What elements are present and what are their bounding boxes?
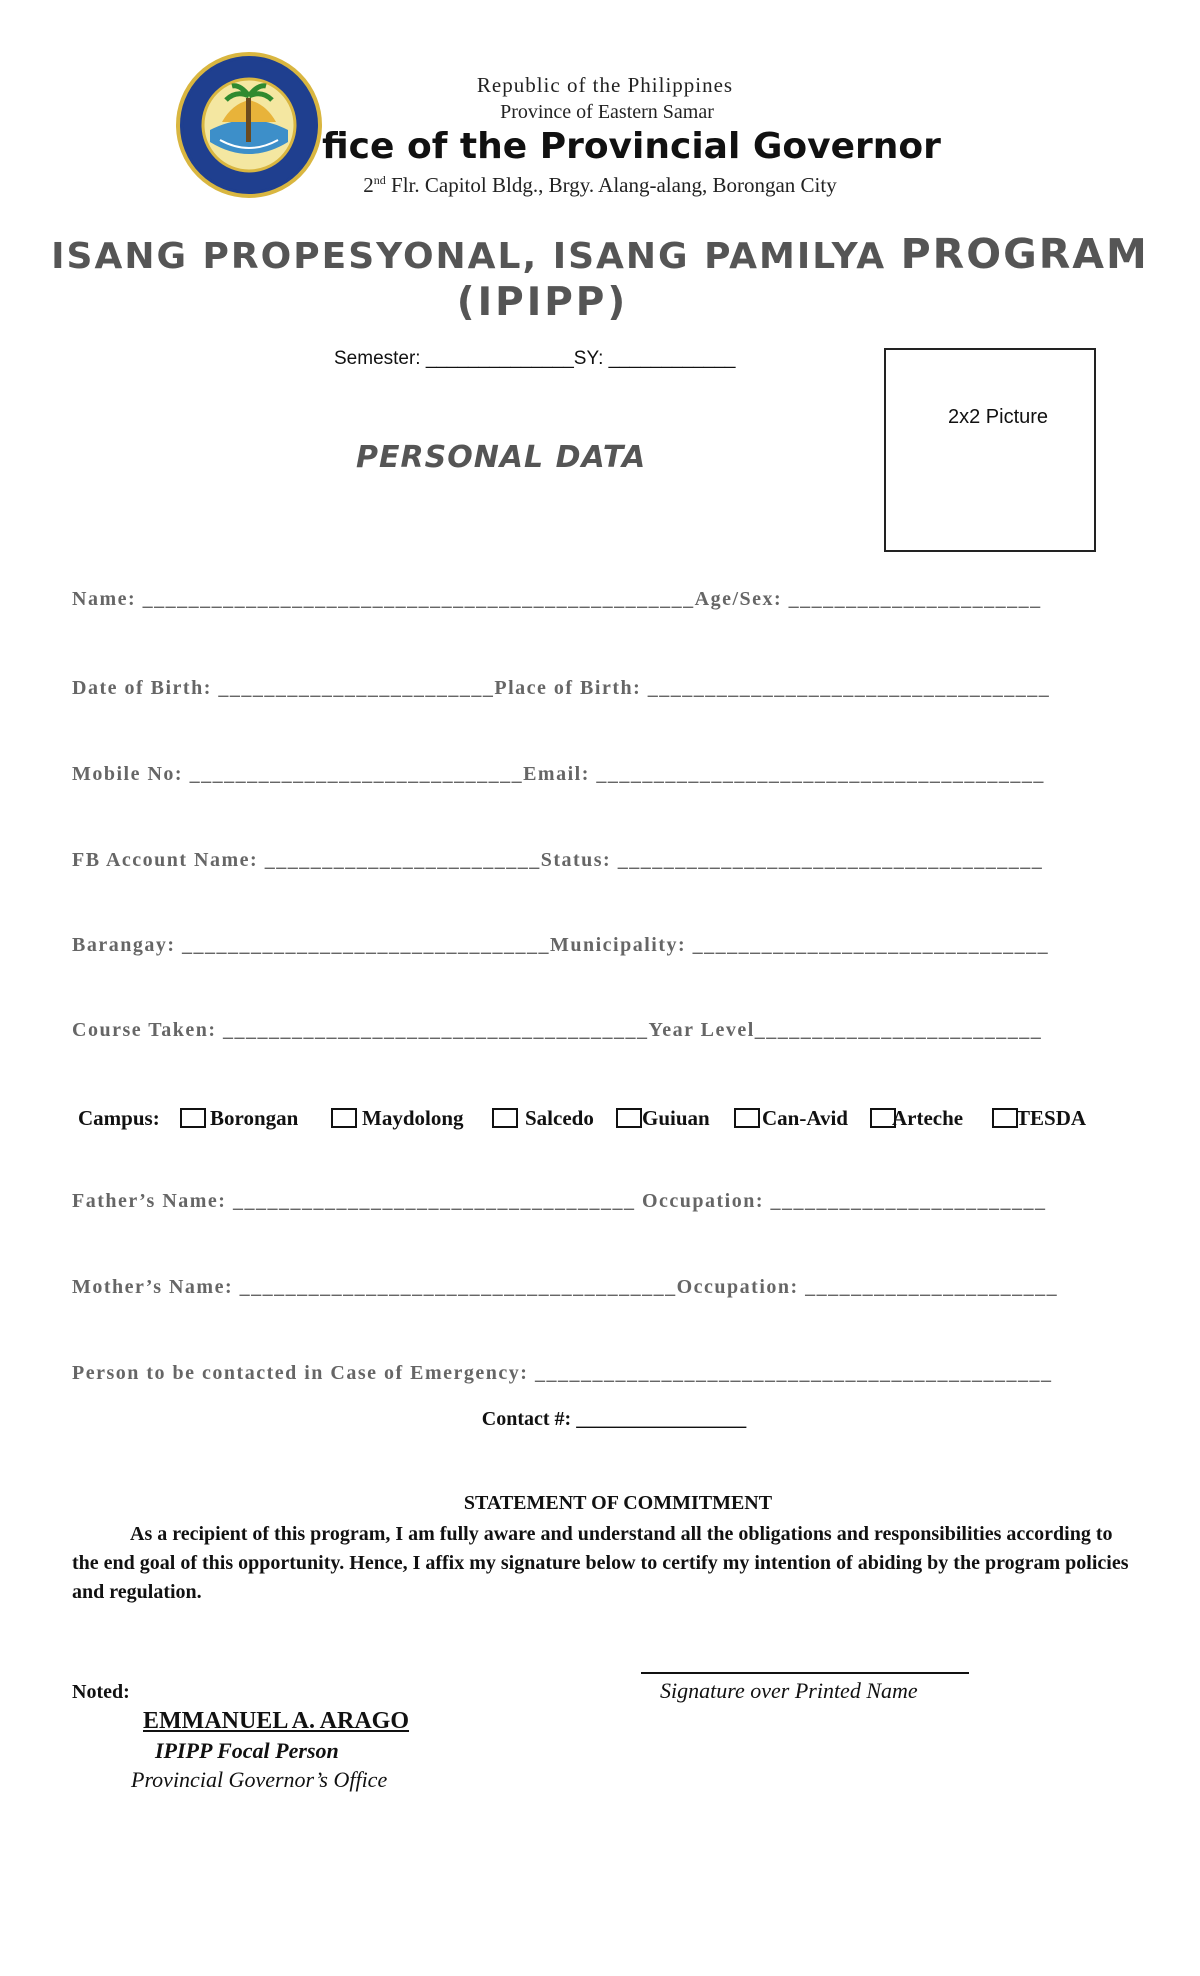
campus-option-tesda: TESDA xyxy=(1016,1106,1087,1130)
campus-checkbox-salcedo[interactable] xyxy=(492,1108,518,1128)
statement-body: As a recipient of this program, I am fully aware and understand all the obligations and responsibilities according to the end goal of this opportunity. Hence, I affix my signature below to certify my intention of abiding by the program policies and regulation. xyxy=(72,1523,1129,1603)
field-fb-status: FB Account Name: ________________________Status: _____________________________________ xyxy=(72,849,1044,871)
program-title-program: PROGRAM xyxy=(900,230,1149,278)
program-title-main: ISANG PROPESYONAL, ISANG PAMILYA xyxy=(51,236,901,277)
focal-person-office: Provincial Governor’s Office xyxy=(131,1767,388,1792)
statement-title: STATEMENT OF COMMITMENT xyxy=(463,1492,773,1514)
campus-label: Campus: xyxy=(78,1106,160,1130)
campus-checkbox-guiuan[interactable] xyxy=(616,1108,642,1128)
campus-option-guiuan: Guiuan xyxy=(642,1106,710,1130)
address-text: Flr. Capitol Bldg., Brgy. Alang-alang, Borongan City xyxy=(385,173,837,197)
campus-checkbox-maydolong[interactable] xyxy=(331,1108,357,1128)
campus-option-maydolong: Maydolong xyxy=(362,1106,464,1130)
picture-box-label: 2x2 Picture xyxy=(948,406,1049,428)
picture-box xyxy=(884,348,1096,552)
field-barangay-municipality: Barangay: ________________________________Municipality: _______________________________ xyxy=(72,934,1050,956)
program-acronym: (IPIPP) xyxy=(456,280,629,325)
field-course-year-level: Course Taken: _____________________________________Year Level_________________________ xyxy=(72,1019,1043,1041)
signature-caption: Signature over Printed Name xyxy=(660,1678,918,1703)
contact-number-line: Contact #: _________________ xyxy=(481,1408,747,1430)
campus-checkbox-tesda[interactable] xyxy=(992,1108,1018,1128)
section-title-personal-data: PERSONAL DATA xyxy=(356,440,647,475)
noted-label: Noted: xyxy=(72,1681,130,1703)
focal-person-name: EMMANUEL A. ARAGO xyxy=(143,1708,410,1734)
field-name-age-sex: Name: ________________________________________________Age/Sex: ______________________ xyxy=(72,588,1042,610)
campus-checkbox-borongan[interactable] xyxy=(180,1108,206,1128)
program-title xyxy=(0,230,1200,278)
field-father-occupation: Father’s Name: ___________________________________ Occupation: ________________________ xyxy=(72,1190,1047,1212)
address-floor-suffix: nd xyxy=(373,173,386,187)
campus-checkbox-can-avid[interactable] xyxy=(734,1108,760,1128)
campus-option-salcedo: Salcedo xyxy=(525,1106,594,1130)
signature-line xyxy=(641,1672,969,1674)
address-floor-number: 2 xyxy=(363,173,374,197)
field-mobile-email: Mobile No: _____________________________Email: _______________________________________ xyxy=(72,763,1045,785)
field-mother-occupation: Mother’s Name: ______________________________________Occupation: ______________________ xyxy=(72,1276,1059,1298)
header-address xyxy=(0,173,1200,198)
header-republic: Republic of the Philippines xyxy=(476,73,734,97)
campus-option-arteche: Arteche xyxy=(892,1106,964,1130)
campus-option-can-avid: Can-Avid xyxy=(762,1106,848,1130)
semester-sy-line: Semester: ______________SY: ____________ xyxy=(334,348,736,369)
field-emergency-contact: Person to be contacted in Case of Emergency: _____________________________________________ xyxy=(72,1362,1053,1384)
campus-option-borongan: Borongan xyxy=(210,1106,299,1130)
header-office-title: fice of the Provincial Governor xyxy=(322,126,941,167)
header-province: Province of Eastern Samar xyxy=(500,101,714,123)
focal-person-role: IPIPP Focal Person xyxy=(155,1738,339,1763)
field-date-place-of-birth: Date of Birth: ________________________Place of Birth: ___________________________________ xyxy=(72,677,1051,699)
